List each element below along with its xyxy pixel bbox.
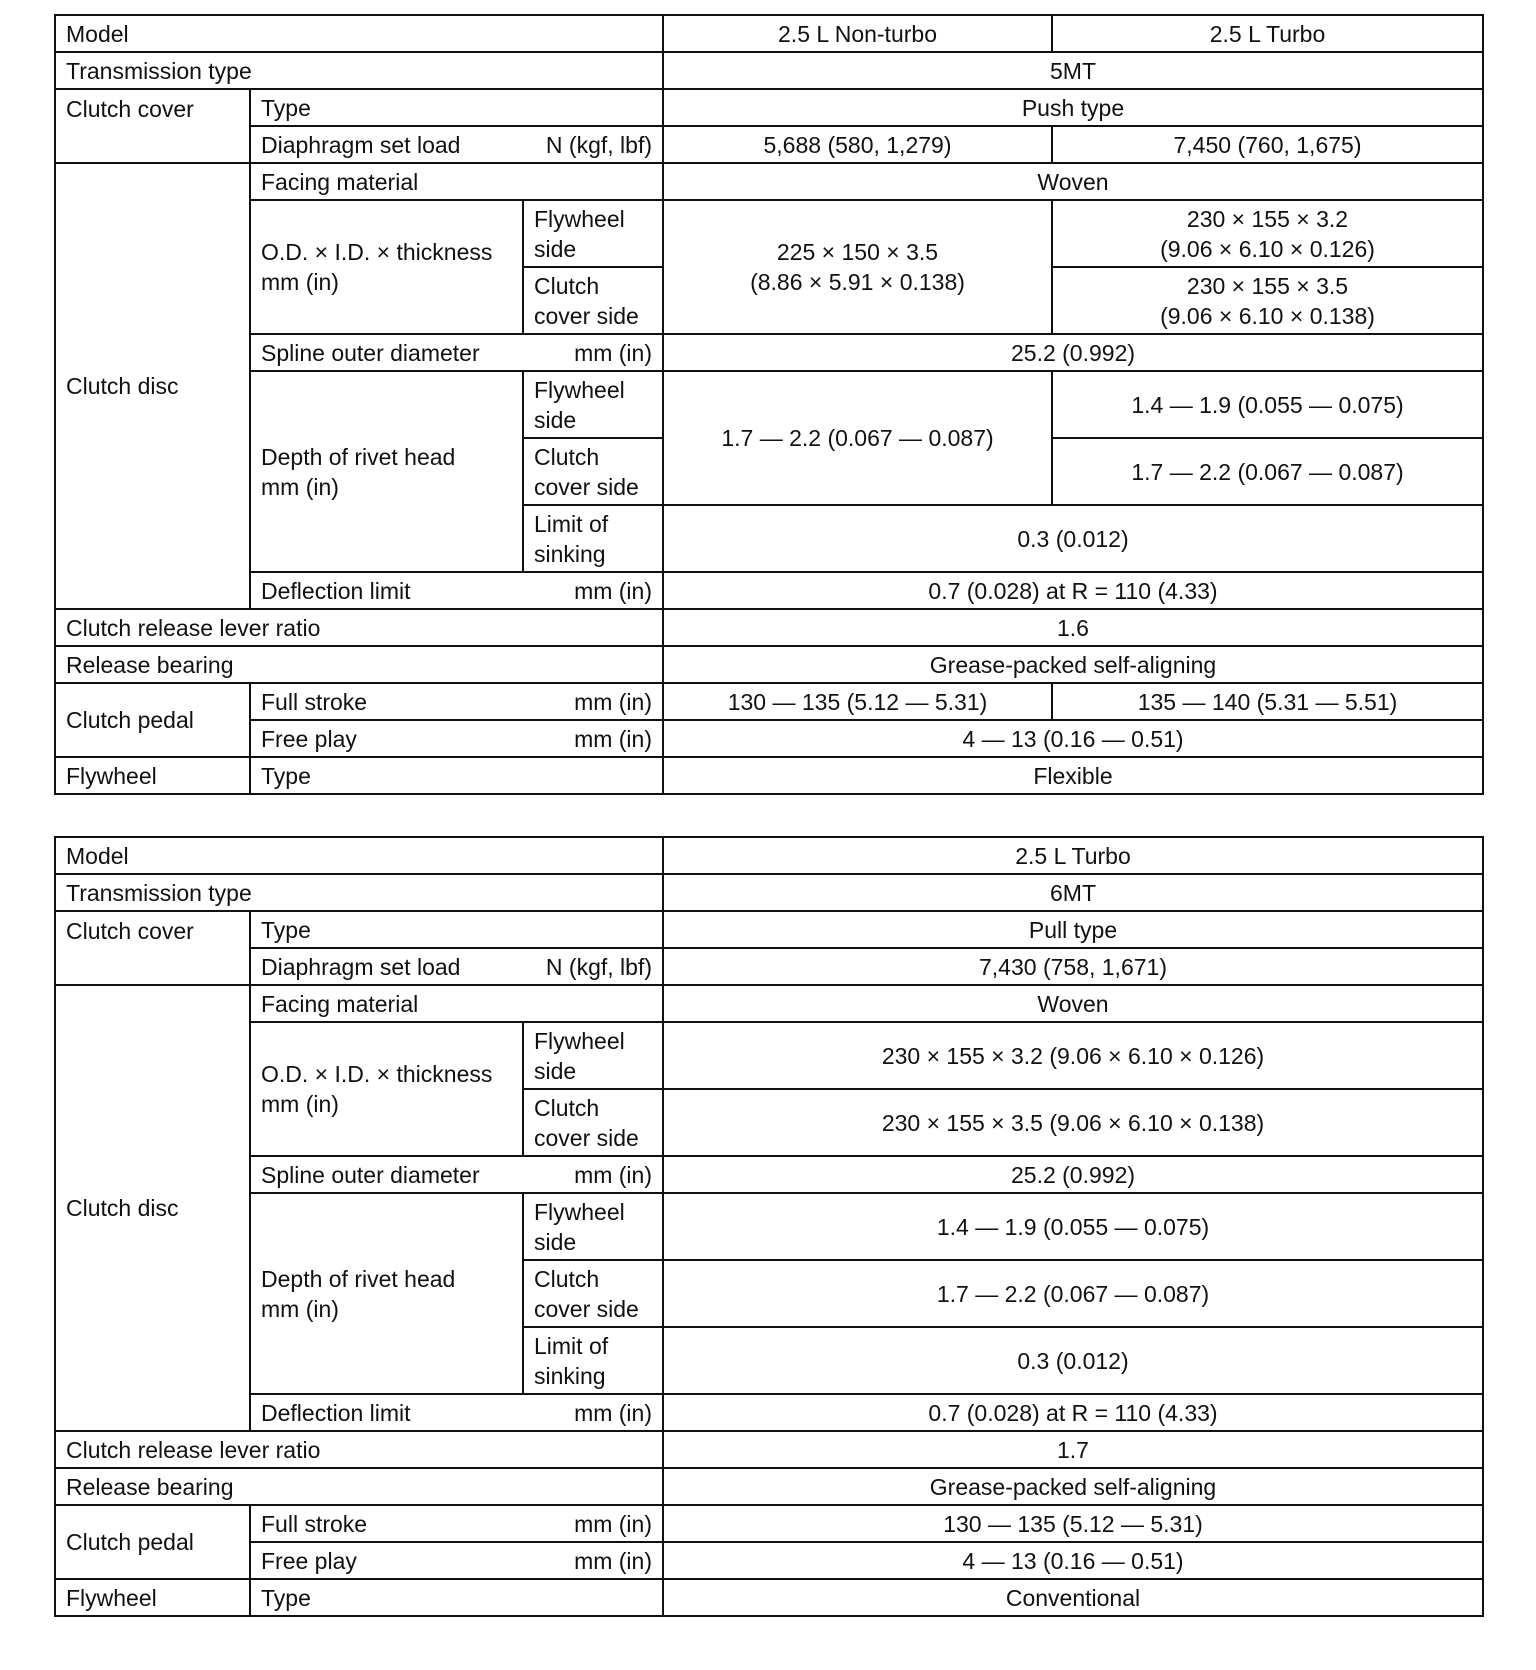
sinking-value: 0.3 (0.012) — [663, 1327, 1483, 1394]
rivet-label — [250, 1193, 523, 1394]
row-od-flywheel — [55, 1022, 1483, 1089]
free-play-unit: mm (in) — [574, 725, 652, 752]
cover-side-line1: Clutch — [534, 1094, 600, 1121]
spline-label: Spline outer diameter — [261, 339, 480, 366]
sinking-label — [523, 1327, 663, 1394]
flywheel-side-line1: Flywheel — [534, 205, 625, 232]
rivet-cover-line1: Clutch — [534, 443, 600, 470]
diaphragm-unit: N (kgf, lbf) — [545, 953, 652, 980]
free-play-label-cell — [250, 720, 663, 757]
sinking-line1: Limit of — [534, 1332, 609, 1359]
bearing-value: Grease-packed self-aligning — [663, 1468, 1483, 1505]
cover-type-label: Type — [250, 911, 663, 948]
row-free-play — [55, 1542, 1483, 1579]
flywheel-side-line2: side — [534, 1057, 577, 1084]
deflection-value: 0.7 (0.028) at R = 110 (4.33) — [663, 1394, 1483, 1431]
spline-label: Spline outer diameter — [261, 1161, 480, 1188]
transmission-value: 5MT — [663, 52, 1483, 89]
row-rivet-flywheel — [55, 371, 1483, 438]
transmission-label: Transmission type — [55, 52, 663, 89]
flywheel-side-label — [523, 200, 663, 267]
free-play-unit: mm (in) — [574, 1547, 652, 1574]
deflection-label: Deflection limit — [261, 1399, 411, 1426]
od-label — [250, 1022, 523, 1156]
cover-side-line2: cover side — [534, 302, 639, 329]
cover-side-line1: Clutch — [534, 272, 600, 299]
bearing-label: Release bearing — [55, 646, 663, 683]
facing-label: Facing material — [250, 985, 663, 1022]
free-play-value: 4 — 13 (0.16 — 0.51) — [663, 1542, 1483, 1579]
cover-type-value: Pull type — [663, 911, 1483, 948]
diaphragm-label-cell — [250, 948, 663, 985]
flywheel-type-value: Flexible — [663, 757, 1483, 794]
model-non-turbo: 2.5 L Non-turbo — [663, 15, 1052, 52]
facing-value: Woven — [663, 163, 1483, 200]
flywheel-type-value: Conventional — [663, 1579, 1483, 1616]
diaphragm-label-cell — [250, 126, 663, 163]
od-non-turbo — [663, 200, 1052, 334]
diaphragm-label: Diaphragm set load — [261, 953, 461, 980]
row-transmission — [55, 874, 1483, 911]
flywheel-label: Flywheel — [55, 757, 250, 794]
cover-type-label: Type — [250, 89, 663, 126]
deflection-unit: mm (in) — [574, 577, 652, 604]
rivet-flywheel-line2: side — [534, 1228, 577, 1255]
cover-side-line2: cover side — [534, 1124, 639, 1151]
diaphragm-turbo: 7,450 (760, 1,675) — [1052, 126, 1483, 163]
row-full-stroke — [55, 683, 1483, 720]
rivet-flywheel-line2: side — [534, 406, 577, 433]
flywheel-type-label: Type — [250, 757, 663, 794]
sinking-line2: sinking — [534, 1362, 606, 1389]
full-stroke-unit: mm (in) — [574, 1510, 652, 1537]
rivet-label-line2: mm (in) — [261, 473, 339, 500]
row-cover-type — [55, 89, 1483, 126]
flywheel-side-line2: side — [534, 235, 577, 262]
cover-type-value: Push type — [663, 89, 1483, 126]
od-label-line2: mm (in) — [261, 269, 339, 295]
row-transmission — [55, 52, 1483, 89]
clutch-disc-label: Clutch disc — [55, 985, 250, 1431]
deflection-value: 0.7 (0.028) at R = 110 (4.33) — [663, 572, 1483, 609]
od-cover-value: 230 × 155 × 3.5 (9.06 × 6.10 × 0.138) — [663, 1089, 1483, 1156]
rivet-turbo-cover: 1.7 — 2.2 (0.067 — 0.087) — [1052, 438, 1483, 505]
clutch-cover-label: Clutch cover — [55, 911, 250, 985]
sinking-line2: sinking — [534, 540, 606, 567]
od-turbo-flywheel-line2: (9.06 × 6.10 × 0.126) — [1160, 235, 1375, 262]
rivet-non-turbo: 1.7 — 2.2 (0.067 — 0.087) — [663, 371, 1052, 505]
spline-unit: mm (in) — [574, 1161, 652, 1188]
sinking-value: 0.3 (0.012) — [663, 505, 1483, 572]
full-stroke-label: Full stroke — [261, 1510, 368, 1537]
facing-value: Woven — [663, 985, 1483, 1022]
deflection-label-cell — [250, 572, 663, 609]
spline-value: 25.2 (0.992) — [663, 334, 1483, 371]
spline-unit: mm (in) — [574, 339, 652, 366]
row-deflection — [55, 1394, 1483, 1431]
od-label-line2: mm (in) — [261, 1091, 339, 1117]
rivet-label-line1: Depth of rivet head — [261, 443, 456, 470]
rivet-flywheel-value: 1.4 — 1.9 (0.055 — 0.075) — [663, 1193, 1483, 1260]
cover-side-label — [523, 1089, 663, 1156]
row-deflection — [55, 572, 1483, 609]
model-value: 2.5 L Turbo — [663, 837, 1483, 874]
spline-value: 25.2 (0.992) — [663, 1156, 1483, 1193]
od-turbo-cover-line2: (9.06 × 6.10 × 0.138) — [1160, 302, 1375, 329]
clutch-cover-label: Clutch cover — [55, 89, 250, 163]
full-stroke-label: Full stroke — [261, 688, 368, 715]
bearing-label: Release bearing — [55, 1468, 663, 1505]
rivet-cover-side-label — [523, 1260, 663, 1327]
od-label-line1: O.D. × I.D. × thickness — [261, 1061, 493, 1087]
row-bearing — [55, 646, 1483, 683]
diaphragm-non-turbo: 5,688 (580, 1,279) — [663, 126, 1052, 163]
row-model — [55, 837, 1483, 874]
od-non-turbo-line1: 225 × 150 × 3.5 — [776, 239, 939, 265]
diaphragm-label: Diaphragm set load — [261, 131, 461, 158]
rivet-label-line1: Depth of rivet head — [261, 1265, 456, 1292]
od-turbo-cover — [1052, 267, 1483, 334]
rivet-turbo-flywheel: 1.4 — 1.9 (0.055 — 0.075) — [1052, 371, 1483, 438]
row-bearing — [55, 1468, 1483, 1505]
model-turbo: 2.5 L Turbo — [1052, 15, 1483, 52]
deflection-label-cell — [250, 1394, 663, 1431]
spline-label-cell — [250, 334, 663, 371]
free-play-label-cell — [250, 1542, 663, 1579]
spec-table-5mt — [54, 14, 1484, 795]
row-full-stroke — [55, 1505, 1483, 1542]
free-play-label: Free play — [261, 1547, 357, 1574]
cover-side-label — [523, 267, 663, 334]
rivet-cover-value: 1.7 — 2.2 (0.067 — 0.087) — [663, 1260, 1483, 1327]
diaphragm-value: 7,430 (758, 1,671) — [663, 948, 1483, 985]
rivet-flywheel-side-label — [523, 1193, 663, 1260]
rivet-cover-line1: Clutch — [534, 1265, 600, 1292]
spec-table-6mt — [54, 836, 1484, 1617]
sinking-label — [523, 505, 663, 572]
model-label: Model — [55, 15, 663, 52]
rivet-flywheel-side-label — [523, 371, 663, 438]
flywheel-side-label — [523, 1022, 663, 1089]
flywheel-label: Flywheel — [55, 1579, 250, 1616]
free-play-value: 4 — 13 (0.16 — 0.51) — [663, 720, 1483, 757]
lever-value: 1.7 — [663, 1431, 1483, 1468]
flywheel-side-line1: Flywheel — [534, 1027, 625, 1054]
free-play-label: Free play — [261, 725, 357, 752]
full-stroke-non-turbo: 130 — 135 (5.12 — 5.31) — [663, 683, 1052, 720]
flywheel-type-label: Type — [250, 1579, 663, 1616]
deflection-unit: mm (in) — [574, 1399, 652, 1426]
od-label-line1: O.D. × I.D. × thickness — [261, 239, 493, 265]
row-spline — [55, 1156, 1483, 1193]
deflection-label: Deflection limit — [261, 577, 411, 604]
pedal-label: Clutch pedal — [55, 1505, 250, 1579]
row-lever-ratio — [55, 1431, 1483, 1468]
row-free-play — [55, 720, 1483, 757]
od-label — [250, 200, 523, 334]
row-rivet-flywheel — [55, 1193, 1483, 1260]
transmission-label: Transmission type — [55, 874, 663, 911]
pedal-label: Clutch pedal — [55, 683, 250, 757]
lever-label: Clutch release lever ratio — [55, 609, 663, 646]
row-flywheel — [55, 757, 1483, 794]
full-stroke-unit: mm (in) — [574, 688, 652, 715]
sinking-line1: Limit of — [534, 510, 609, 537]
row-od-flywheel — [55, 200, 1483, 267]
row-cover-type — [55, 911, 1483, 948]
row-model — [55, 15, 1483, 52]
rivet-cover-line2: cover side — [534, 473, 639, 500]
lever-label: Clutch release lever ratio — [55, 1431, 663, 1468]
rivet-cover-side-label — [523, 438, 663, 505]
rivet-label — [250, 371, 523, 572]
rivet-flywheel-line1: Flywheel — [534, 1198, 625, 1225]
row-spline — [55, 334, 1483, 371]
row-flywheel — [55, 1579, 1483, 1616]
clutch-disc-label: Clutch disc — [55, 163, 250, 609]
row-facing — [55, 985, 1483, 1022]
facing-label: Facing material — [250, 163, 663, 200]
full-stroke-value: 130 — 135 (5.12 — 5.31) — [663, 1505, 1483, 1542]
row-diaphragm — [55, 126, 1483, 163]
od-non-turbo-line2: (8.86 × 5.91 × 0.138) — [750, 269, 965, 295]
od-turbo-flywheel-line1: 230 × 155 × 3.2 — [1186, 205, 1349, 232]
od-turbo-flywheel — [1052, 200, 1483, 267]
spline-label-cell — [250, 1156, 663, 1193]
lever-value: 1.6 — [663, 609, 1483, 646]
transmission-value: 6MT — [663, 874, 1483, 911]
full-stroke-turbo: 135 — 140 (5.31 — 5.51) — [1052, 683, 1483, 720]
diaphragm-unit: N (kgf, lbf) — [545, 131, 652, 158]
row-lever-ratio — [55, 609, 1483, 646]
rivet-flywheel-line1: Flywheel — [534, 376, 625, 403]
row-diaphragm — [55, 948, 1483, 985]
full-stroke-label-cell — [250, 1505, 663, 1542]
rivet-cover-line2: cover side — [534, 1295, 639, 1322]
od-flywheel-value: 230 × 155 × 3.2 (9.06 × 6.10 × 0.126) — [663, 1022, 1483, 1089]
rivet-label-line2: mm (in) — [261, 1295, 339, 1322]
row-facing — [55, 163, 1483, 200]
model-label: Model — [55, 837, 663, 874]
bearing-value: Grease-packed self-aligning — [663, 646, 1483, 683]
full-stroke-label-cell — [250, 683, 663, 720]
od-turbo-cover-line1: 230 × 155 × 3.5 — [1186, 272, 1349, 299]
